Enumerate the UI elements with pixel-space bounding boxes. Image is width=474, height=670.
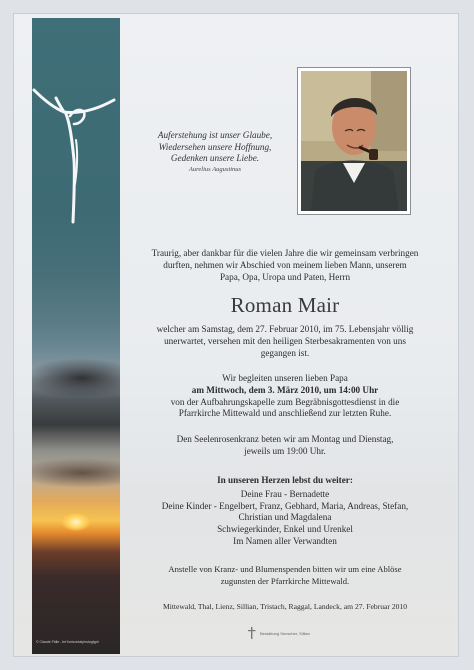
intro-line: Traurig, aber dankbar für die vielen Jahre die wir gemeinsam verbringen xyxy=(151,248,419,258)
quote-line: Gedenken unsere Liebe. xyxy=(170,153,260,163)
places-date xyxy=(126,601,444,613)
funeral-line: Wir begleiten unseren lieben Papa xyxy=(222,373,348,383)
image-credit: © Claude Fälle - be'horizontalphotoglyph xyxy=(36,640,100,644)
death-notice-line: gegangen ist. xyxy=(260,347,310,358)
intro-line: Papa, Opa, Uropa und Paten, Herrn xyxy=(219,271,351,282)
survivors-block xyxy=(126,475,444,548)
portrait-image xyxy=(301,71,407,211)
death-notice-line: unerwartet, versehen mit den heiligen Sterbesakramenten von uns xyxy=(164,335,406,346)
quote-line: Wiedersehen unsere Hoffnung, xyxy=(158,141,272,152)
cloud-shape xyxy=(32,458,120,488)
crucifix-figure-icon xyxy=(30,80,120,230)
undertaker-name: Bestattung Senscher, Sillian xyxy=(260,631,310,636)
quote-line: Auferstehung ist unser Glaube, xyxy=(157,130,273,140)
places-date-line: Mittewald, Thal, Lienz, Sillian, Tristach, Raggal, Landeck, am 27. Februar 2010 xyxy=(162,602,408,611)
cross-logo-icon xyxy=(246,626,258,640)
deceased-name-block xyxy=(126,292,444,318)
funeral-line: Pfarrkirche Mittewald und anschließend zur letzten Ruhe. xyxy=(178,408,392,419)
rosary-line: jeweils um 19:00 Uhr. xyxy=(244,445,326,456)
donation-line: zugunsten der Pfarrkirche Mittewald. xyxy=(220,575,350,586)
survivors-heading: In unseren Herzen lebst du weiter: xyxy=(217,475,353,485)
quote-block xyxy=(145,130,285,175)
rosary-line: Den Seelenrosenkranz beten wir am Montag und Dienstag, xyxy=(176,434,394,444)
survivor-line: Im Namen aller Verwandten xyxy=(233,535,337,546)
sun-icon xyxy=(62,513,90,531)
funeral-details xyxy=(126,373,444,420)
cloud-shape xyxy=(32,358,120,398)
quote-author: Aurelius Augustinus xyxy=(188,165,242,173)
donation-request xyxy=(126,564,444,588)
rosary-details xyxy=(126,434,444,458)
deceased-name: Roman Mair xyxy=(230,293,340,317)
funeral-date-time: am Mittwoch, dem 3. März 2010, um 14:00 Uhr xyxy=(191,384,379,395)
death-notice-line: welcher am Samstag, dem 27. Februar 2010, im 75. Lebensjahr völlig xyxy=(156,324,414,334)
portrait-photo xyxy=(298,68,410,214)
survivor-line: Schwiegerkinder, Enkel und Urenkel xyxy=(217,524,353,535)
donation-line: Anstelle von Kranz- und Blumenspenden bitten wir um eine Ablöse xyxy=(168,564,402,574)
intro-line: durften, nehmen wir Abschied von meinem lieben Mann, unserem xyxy=(163,259,407,270)
undertaker-logo xyxy=(246,626,336,640)
survivor-line: Christian und Magdalena xyxy=(238,512,332,523)
survivor-line: Deine Frau - Bernadette xyxy=(240,488,330,499)
survivor-line: Deine Kinder - Engelbert, Franz, Gebhard, Maria, Andreas, Stefan, xyxy=(161,500,409,511)
death-notice xyxy=(126,324,444,359)
funeral-line: von der Aufbahrungskapelle zum Begräbnisgottesdienst in die xyxy=(170,396,400,407)
intro-text xyxy=(126,248,444,283)
